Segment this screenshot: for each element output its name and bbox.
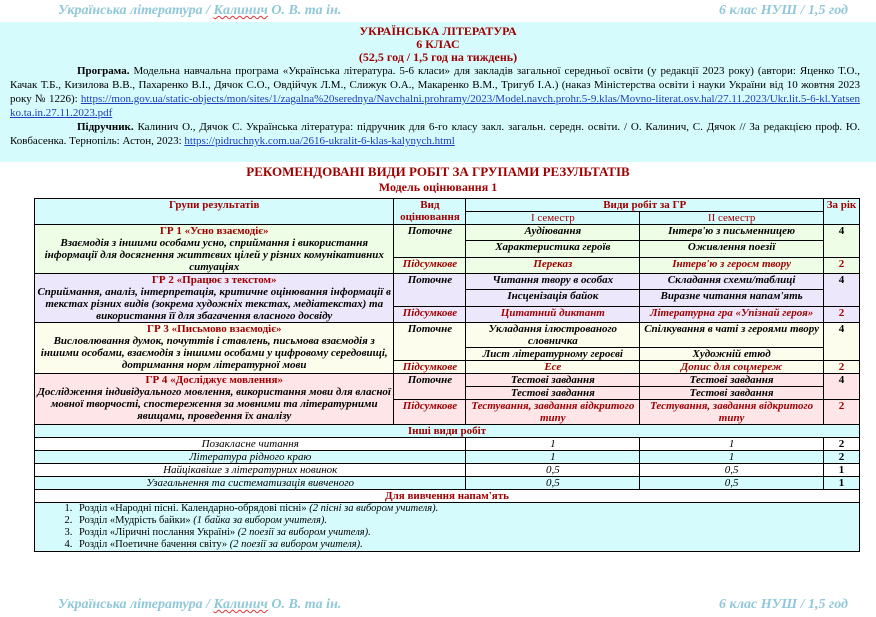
course-grade: 6 КЛАС (416, 37, 460, 51)
header-author: Калинич (213, 597, 268, 612)
header-title: Українська література / (58, 597, 214, 612)
final-work-sem1: Цитатний диктант (466, 306, 640, 322)
group-row (35, 374, 860, 387)
work-sem2: Спілкування в чаті з героями твору (640, 323, 824, 348)
memorize-text: Розділ «Мудрість байки» (79, 515, 194, 526)
memorize-title-row (35, 490, 860, 503)
running-header-left (58, 3, 341, 19)
table-header-row (35, 199, 860, 212)
other-sem2: 0,5 (640, 464, 824, 477)
group-name: ГР 1 «Усно взаємодіє» (159, 225, 269, 237)
running-header-right: 6 клас НУШ / 1,5 год (719, 597, 848, 612)
other-sem2: 1 (640, 438, 824, 451)
group-description: Взаємодія з іншими особами усно, сприймання і використання інформації для досягнення життєвих цілей у різних комунікативних ситуаціях (44, 237, 384, 273)
textbook-link[interactable]: https://pidruchnyk.com.ua/2616-ukralit-6-klas-kalynych.html (184, 135, 455, 147)
other-year: 2 (824, 451, 860, 464)
work-sem2: Оживлення поезії (640, 241, 824, 257)
group-name: ГР 3 «Письмово взаємодіє» (146, 323, 282, 335)
other-row (35, 464, 860, 477)
work-sem2: Складання схеми/таблиці (640, 274, 824, 290)
memorize-text: Розділ «Ліричні послання Україні» (79, 527, 238, 538)
assessment-final: Підсумкове (394, 361, 466, 374)
final-work-sem2: Інтерв'ю з героєм твору (640, 257, 824, 273)
running-header-bottom (0, 594, 876, 616)
header-author-suffix: О. В. та ін. (267, 3, 342, 18)
work-sem1: Тестові завдання (466, 374, 640, 387)
course-hours: (52,5 год / 1,5 год на тиждень) (358, 50, 518, 64)
group-cell (35, 323, 394, 374)
work-sem1: Аудіювання (466, 225, 640, 241)
work-sem2: Художній етюд (640, 348, 824, 361)
header-author: Калинич (213, 3, 268, 18)
other-name: Найцікавіше з літературних новинок (35, 464, 466, 477)
work-sem1: Характеристика героїв (466, 241, 640, 257)
group-name: ГР 4 «Досліджує мовлення» (145, 374, 283, 386)
group-cell (35, 374, 394, 425)
textbook-label: Підручник. (77, 121, 134, 133)
other-year: 1 (824, 464, 860, 477)
group-row (35, 225, 860, 241)
memorize-note: (2 пісні за вибором учителя). (309, 503, 439, 514)
other-row (35, 477, 860, 490)
work-sem1: Лист літературному героєві (466, 348, 640, 361)
final-work-sem2: Літературна гра «Упізнай героя» (640, 306, 824, 322)
textbook-paragraph (0, 120, 876, 148)
assessment-current: Поточне (394, 374, 466, 400)
memorize-note: (2 поезії за вибором учителя). (237, 527, 371, 538)
final-work-sem2: Тестування, завдання відкритого типу (640, 400, 824, 425)
running-header-left (58, 597, 341, 613)
year-count-current: 4 (824, 323, 860, 361)
works-table (34, 198, 860, 552)
work-sem1: Інсценізація байок (466, 290, 640, 306)
assessment-final: Підсумкове (394, 306, 466, 322)
other-name: Література рідного краю (35, 451, 466, 464)
assessment-current: Поточне (394, 274, 466, 307)
memorize-cell (35, 503, 860, 552)
header-groups: Групи результатів (35, 199, 394, 225)
final-work-sem1: Тестування, завдання відкритого типу (466, 400, 640, 425)
assessment-final: Підсумкове (394, 400, 466, 425)
header-year: За рік (824, 199, 860, 225)
header-sem1: І семестр (466, 212, 640, 225)
memorize-note: (2 поезії за вибором учителя). (229, 539, 363, 550)
group-cell (35, 274, 394, 323)
intro-block (0, 22, 876, 162)
header-assessment: Вид оцінювання (394, 199, 466, 225)
other-sem2: 0,5 (640, 477, 824, 490)
other-sem2: 1 (640, 451, 824, 464)
other-name: Узагальнення та систематизація вивченого (35, 477, 466, 490)
memorize-item (75, 539, 859, 551)
program-paragraph (0, 64, 876, 120)
program-label: Програма. (77, 65, 130, 77)
groups-body (35, 225, 860, 425)
other-year: 2 (824, 438, 860, 451)
running-header-right: 6 клас НУШ / 1,5 год (719, 3, 848, 18)
final-work-sem1: Переказ (466, 257, 640, 273)
work-sem1: Тестові завдання (466, 387, 640, 400)
memorize-text: Розділ «Поетичне бачення світу» (79, 539, 230, 550)
group-name: ГР 2 «Працює з текстом» (151, 274, 277, 286)
final-work-sem2: Допис для соцмереж (640, 361, 824, 374)
header-author-suffix: О. В. та ін. (267, 597, 342, 612)
other-title-row (35, 425, 860, 438)
other-sem1: 1 (466, 438, 640, 451)
memorize-row (35, 503, 860, 552)
memorize-item (75, 515, 859, 527)
header-sem2: ІІ семестр (640, 212, 824, 225)
group-description: Сприймання, аналіз, інтерпретація, критичне оцінювання інформації в текстах різних видів (зокрема художніх текстах, медіатекстах) та використання її для збагачення власного досвіду (37, 286, 391, 322)
year-count-final: 2 (824, 306, 860, 322)
running-header-top (0, 0, 876, 22)
textbook-text: Калинич О., Дячок С. Українська література: підручник для 6-го класу закл. загальн. середн. освіти. / О. Калинич, С. Дячок // За редакцією проф. Ю. Ковбасенка. Тернопіль: Астон, 2023: (10, 121, 860, 147)
memorize-item (75, 503, 859, 515)
group-description: Дослідження індивідуального мовлення, використання мови для власної мовної творчості, спостереження за мовними та літературними явищами, проведення їх аналізу (37, 386, 391, 422)
memorize-item (75, 527, 859, 539)
header-title: Українська література / (58, 3, 214, 18)
work-sem2: Тестові завдання (640, 374, 824, 387)
group-row (35, 323, 860, 348)
work-sem2: Інтерв'ю з письменницею (640, 225, 824, 241)
year-count-final: 2 (824, 361, 860, 374)
group-row (35, 274, 860, 290)
other-row (35, 438, 860, 451)
other-body (35, 438, 860, 490)
model-title: Модель оцінювання 1 (378, 180, 498, 194)
other-row (35, 451, 860, 464)
work-sem2: Виразне читання напам'ять (640, 290, 824, 306)
program-link[interactable]: https://mon.gov.ua/static-objects/mon/sites/1/zagalna%20serednya/Navchalni.prohramy/2023/Model.navch.prohr.5-9.klas/Movno-literat.osv.hal/27.11.2023/Ukr.lit.5-6-kl.Yatsenko.ta.in.27.11.2023.pdf (10, 93, 860, 119)
assessment-current: Поточне (394, 225, 466, 258)
year-count-final: 2 (824, 257, 860, 273)
course-title: УКРАЇНСЬКА ЛІТЕРАТУРА (359, 24, 517, 38)
other-sem1: 0,5 (466, 477, 640, 490)
assessment-current: Поточне (394, 323, 466, 361)
work-sem1: Читання твору в особах (466, 274, 640, 290)
year-count-current: 4 (824, 225, 860, 258)
memorize-note: (1 байка за вибором учителя). (193, 515, 327, 526)
year-count-final: 2 (824, 400, 860, 425)
other-year: 1 (824, 477, 860, 490)
year-count-current: 4 (824, 374, 860, 400)
group-cell (35, 225, 394, 274)
other-sem1: 1 (466, 451, 640, 464)
final-work-sem1: Есе (466, 361, 640, 374)
year-count-current: 4 (824, 274, 860, 307)
work-sem2: Тестові завдання (640, 387, 824, 400)
group-description: Висловлювання думок, почуттів і ставлень, письмова взаємодія з іншими особами, взаємодія з іншими особами у цифровому середовищі, дотримання норм літературної мови (40, 335, 388, 371)
memorize-text: Розділ «Народні пісні. Календарно-обрядові пісні» (79, 503, 310, 514)
memorize-list (35, 503, 859, 551)
section-title: РЕКОМЕНДОВАНІ ВИДИ РОБІТ ЗА ГРУПАМИ РЕЗУЛЬТАТІВ (246, 164, 630, 179)
work-sem1: Укладання ілюстрованого словничка (466, 323, 640, 348)
other-name: Позакласне читання (35, 438, 466, 451)
other-title: Інші види робіт (35, 425, 860, 438)
program-text: Модельна навчальна програма «Українська література. 5-6 класи» для закладів загальної середньої освіти (у редакції 2023 року) (автори: Яценко Т.О., Качак Т.Б., Кизилова В.В., Пахаренко В.І., Дячок С.О., Овдійчук Л.М., Слижук О.А., Макаренко В.М., Тригуб І.А.) (наказ Міністерства освіти і науки України від 10 жовтня 2023 року № 1226): (10, 65, 860, 105)
memorize-title: Для вивчення напам'ять (35, 490, 860, 503)
assessment-final: Підсумкове (394, 257, 466, 273)
header-works: Види робіт за ГР (466, 199, 824, 212)
other-sem1: 0,5 (466, 464, 640, 477)
